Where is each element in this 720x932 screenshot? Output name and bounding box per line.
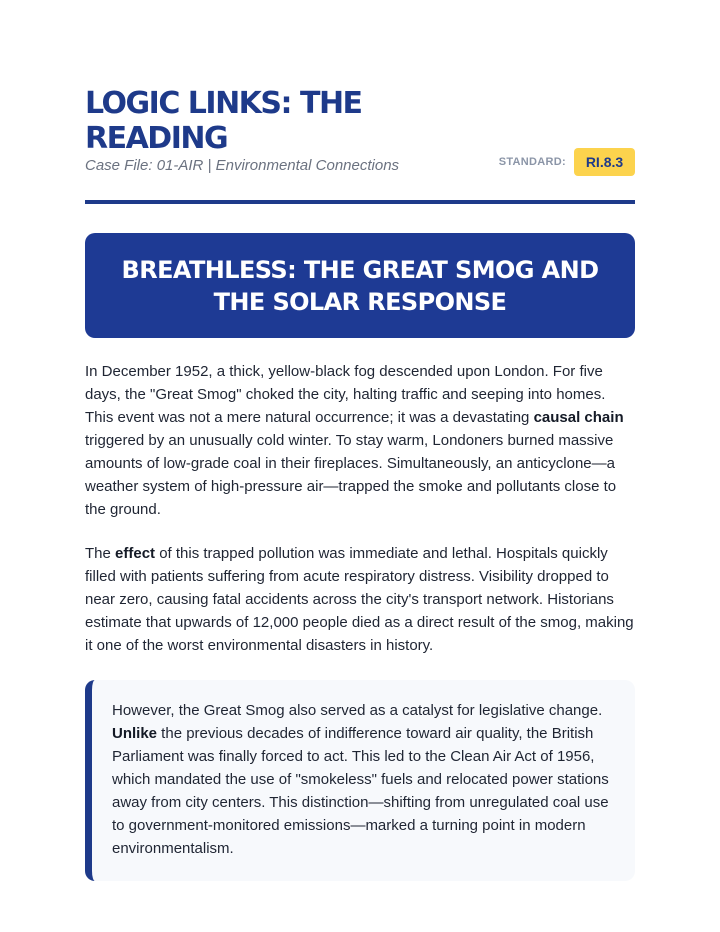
- paragraph-effect: [85, 542, 635, 657]
- standard-tag: [499, 148, 635, 176]
- paragraph-contrast: [112, 699, 619, 860]
- paragraph-text: However, the Great Smog also served as a catalyst for legislative change.: [112, 702, 603, 719]
- standard-label: STANDARD:: [498, 156, 566, 168]
- paragraph-text: triggered by an unusually cold winter. To stay warm, Londoners burned massive amounts of low-grade coal in their fireplaces. Simultaneously, an anticyclone—a weather system of high-pressure air—trapped the smoke and pollutants close to the ground.: [85, 432, 617, 518]
- article-headline-banner: [85, 233, 635, 338]
- page-title: LOGIC LINKS: THE READING: [85, 86, 362, 156]
- key-term-unlike: Unlike: [112, 725, 158, 742]
- callout-box: [85, 680, 635, 881]
- article-headline: BREATHLESS: THE GREAT SMOG AND THE SOLAR RESPONSE: [121, 255, 599, 316]
- paragraph-text: the previous decades of indifference toward air quality, the British Parliament was finally forced to act. This led to the Clean Air Act of 1956, which mandated the use of "smokeless" fuels and relocated power stations away from city centers. This distinction—shifting from unregulated coal use to government-monitored emissions—marked a turning point in modern environmentalism.: [112, 725, 609, 857]
- standard-badge: RI.8.3: [574, 148, 635, 176]
- paragraph-intro: [85, 360, 635, 521]
- page-header: [85, 0, 635, 204]
- paragraph-text: of this trapped pollution was immediate and lethal. Hospitals quickly filled with patients suffering from acute respiratory distress. Visibility dropped to near zero, causing fatal accidents across the city's transport network. Historians estimate that upwards of 12,000 people died as a direct result of the smog, making it one of the worst environmental disasters in history.: [85, 545, 634, 654]
- key-term-causal-chain: causal chain: [533, 409, 624, 426]
- paragraph-text: The: [85, 545, 116, 562]
- key-term-effect: effect: [115, 545, 156, 562]
- worksheet-page: [85, 0, 635, 881]
- paragraph-text: In December 1952, a thick, yellow-black fog descended upon London. For five days, the "Great Smog" choked the city, halting traffic and seeping into homes. This event was not a mere natural occurrence; it was a devastating: [85, 363, 606, 426]
- case-file-subtitle: Case File: 01-AIR | Environmental Connections: [85, 157, 400, 174]
